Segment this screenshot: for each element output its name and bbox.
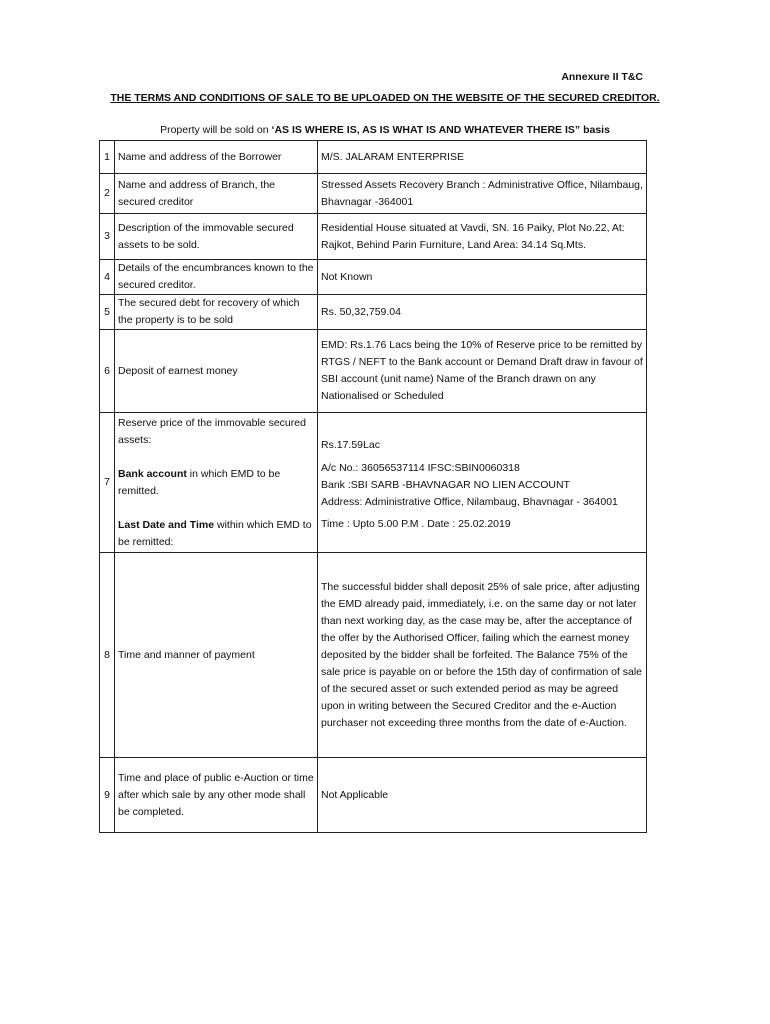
reserve-price-value: Rs.17.59Lac	[321, 438, 380, 451]
row-number: 2	[100, 174, 115, 214]
last-date-bold: Last Date and Time	[118, 518, 215, 531]
bank-account-bold: Bank account	[118, 467, 187, 480]
reserve-price-label: Reserve price of the immovable secured assets:	[118, 416, 306, 446]
row-number: 4	[100, 260, 115, 295]
remittance-time: Time : Upto 5.00 P.M . Date : 25.02.2019	[321, 517, 511, 530]
sale-basis	[100, 124, 670, 136]
basis-prefix: Property will be sold on	[160, 124, 272, 136]
row-value: Not Known	[318, 260, 647, 295]
table-row	[100, 758, 647, 833]
row-value: Rs. 50,32,759.04	[318, 295, 647, 330]
row-number: 5	[100, 295, 115, 330]
row-label: Time and place of public e-Auction or time after which sale by any other mode shall be completed.	[115, 758, 318, 833]
row-label: Details of the encumbrances known to the secured creditor.	[115, 260, 318, 295]
row-label: Name and address of Branch, the secured creditor	[115, 174, 318, 214]
row-label	[115, 413, 318, 553]
table-row	[100, 330, 647, 413]
row-label: Deposit of earnest money	[115, 330, 318, 413]
account-number: A/c No.: 36056537114 IFSC:SBIN0060318	[321, 461, 520, 474]
row-number: 3	[100, 214, 115, 260]
row-number: 9	[100, 758, 115, 833]
last-date-rest: within which EMD to be remitted:	[118, 518, 312, 548]
annexure-label: Annexure II T&C	[561, 71, 643, 83]
row-label: Time and manner of payment	[115, 553, 318, 758]
row-number: 8	[100, 553, 115, 758]
row-label: The secured debt for recovery of which the property is to be sold	[115, 295, 318, 330]
basis-bold: ‘AS IS WHERE IS, AS IS WHAT IS AND WHATEVER THERE IS” basis	[271, 124, 610, 136]
row-value: Not Applicable	[318, 758, 647, 833]
row-number: 7	[100, 413, 115, 553]
terms-table	[99, 140, 647, 833]
bank-account-label	[118, 466, 314, 500]
row-value: EMD: Rs.1.76 Lacs being the 10% of Reserve price to be remitted by RTGS / NEFT to the Bank account or Demand Draft draw in favour of SBI account (unit name) Name of the Branch drawn on any Nationalised or Scheduled	[318, 330, 647, 413]
row-number: 1	[100, 141, 115, 174]
title-text: THE TERMS AND CONDITIONS OF SALE TO BE UPLOADED ON THE WEBSITE OF THE SECURED CREDITOR.	[110, 92, 660, 104]
table-row	[100, 141, 647, 174]
table-row	[100, 553, 647, 758]
table-row	[100, 413, 647, 553]
row-value: The successful bidder shall deposit 25% of sale price, after adjusting the EMD already paid, immediately, i.e. on the same day or not later than next working day, as the case may be, after the acceptance of the offer by the Authorised Officer, failing which the earnest money deposited by the bidder shall be forfeited. The Balance 75% of the sale price is payable on or before the 15th day of confirmation of sale of the secured asset or such extended period as may be agreed upon in writing between the Secured Creditor and the e-Auction purchaser not exceeding three months from the date of e-Auction.	[318, 553, 647, 758]
row-value: Stressed Assets Recovery Branch : Administrative Office, Nilambaug, Bhavnagar -364001	[318, 174, 647, 214]
row-value: M/S. JALARAM ENTERPRISE	[318, 141, 647, 174]
last-date-label	[118, 517, 314, 551]
row-value: Residential House situated at Vavdi, SN. 16 Paiky, Plot No.22, At: Rajkot, Behind Parin Furniture, Land Area: 34.14 Sq.Mts.	[318, 214, 647, 260]
row-value	[318, 413, 647, 553]
table-row	[100, 260, 647, 295]
bank-account-rest: in which EMD to be remitted.	[118, 467, 281, 497]
bank-address: Address: Administrative Office, Nilambaug, Bhavnagar - 364001	[321, 495, 618, 508]
bank-name: Bank :SBI SARB -BHAVNAGAR NO LIEN ACCOUNT	[321, 478, 570, 491]
row-label: Name and address of the Borrower	[115, 141, 318, 174]
row-number: 6	[100, 330, 115, 413]
document-title	[100, 89, 670, 107]
table-row	[100, 214, 647, 260]
row-label: Description of the immovable secured assets to be sold.	[115, 214, 318, 260]
table-row	[100, 174, 647, 214]
table-row	[100, 295, 647, 330]
